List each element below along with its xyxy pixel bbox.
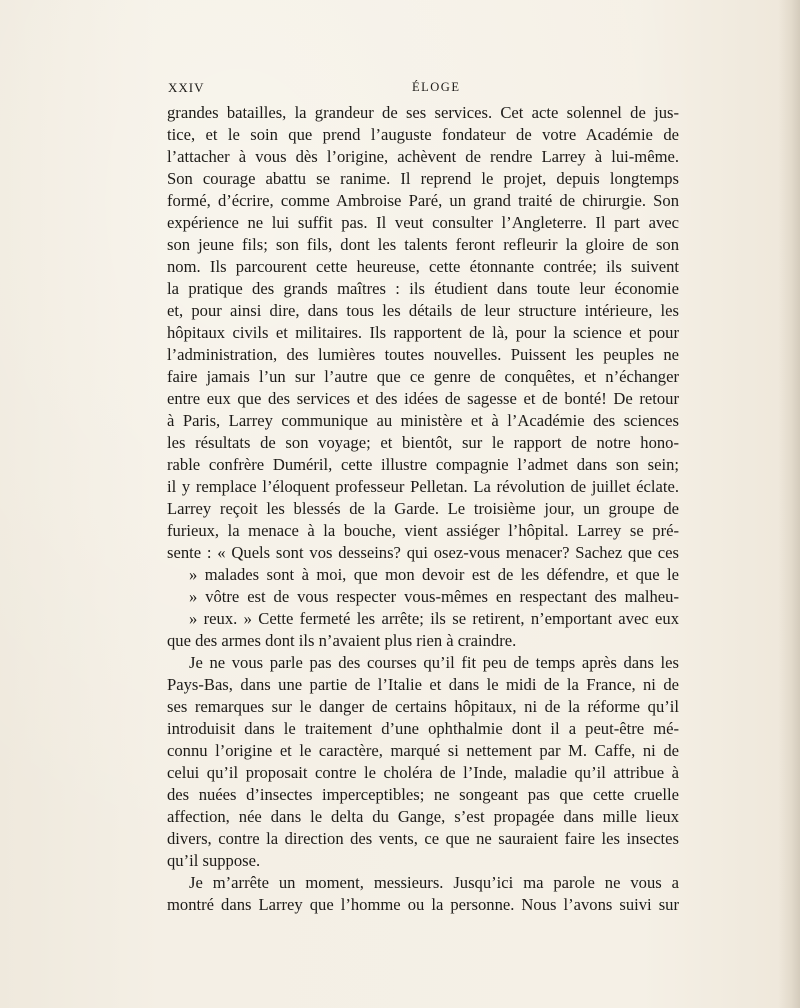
text-line: que des armes dont ils n’avaient plus rien à craindre. (167, 631, 517, 650)
text-line: sente : « Quels sont vos desseins? qui osez-vous menacer? Sachez que ces (167, 543, 679, 562)
text-line: Je ne vous parle pas des courses qu’il fit peu de temps après dans les (189, 653, 679, 672)
text-line: il y remplace l’éloquent professeur Pelletan. La révolution de juillet éclate. (167, 477, 679, 496)
text-line: rable confrère Duméril, cette illustre compagnie l’admet dans son sein; (167, 455, 679, 474)
text-line: qu’il suppose. (167, 851, 261, 870)
page-edge-shadow (778, 0, 800, 1008)
text-line: » reux. » Cette fermeté les arrête; ils se retirent, n’emportant avec eux (189, 609, 679, 628)
text-line: celui qu’il proposait contre le choléra de l’Inde, maladie qu’il attribue à (167, 763, 679, 782)
text-line: affection, née dans le delta du Gange, s’est propagée dans mille lieux (167, 807, 679, 826)
text-line: à Paris, Larrey communique au ministère et à l’Académie des sciences (167, 411, 679, 430)
text-line: Pays-Bas, dans une partie de l’Italie et dans le midi de la France, ni de (167, 675, 679, 694)
text-line: montré dans Larrey que l’homme ou la personne. Nous l’avons suivi sur (167, 895, 679, 914)
text-line: formé, d’écrire, comme Ambroise Paré, un grand traité de chirurgie. Son (167, 191, 679, 210)
body-text (167, 102, 679, 916)
text-line: furieux, la menace à la bouche, vient assiéger l’hôpital. Larrey se pré- (167, 521, 679, 540)
text-line: ses remarques sur le danger de certains hôpitaux, ni de la réforme qu’il (167, 697, 679, 716)
text-line: grandes batailles, la grandeur de ses services. Cet acte solennel de jus- (167, 103, 679, 122)
text-line: tice, et le soin que prend l’auguste fondateur de votre Académie de (167, 125, 679, 144)
running-title: ÉLOGE (412, 80, 461, 94)
page-number: XXIV (168, 80, 205, 95)
text-line: nom. Ils parcourent cette heureuse, cette étonnante contrée; ils suivent (167, 257, 679, 276)
text-line: connu l’origine et le caractère, marqué si nettement par M. Caffe, ni de (167, 741, 679, 760)
text-line: les résultats de son voyage; et bientôt, sur le rapport de notre hono- (167, 433, 679, 452)
text-line: faire jamais l’un sur l’autre que ce genre de conquêtes, et n’échanger (167, 367, 679, 386)
text-line: l’attacher à vous dès l’origine, achèvent de rendre Larrey à lui-même. (167, 147, 679, 166)
text-line: Son courage abattu se ranime. Il reprend le projet, depuis longtemps (167, 169, 679, 188)
text-line: introduisit dans le traitement d’une ophthalmie dont il a peut-être mé- (167, 719, 679, 738)
text-line: l’administration, des lumières toutes nouvelles. Puissent les peuples ne (167, 345, 679, 364)
text-line: divers, contre la direction des vents, ce que ne sauraient faire les insectes (167, 829, 679, 848)
text-line: expérience ne lui suffit pas. Il veut consulter l’Angleterre. Il part avec (167, 213, 679, 232)
text-line: et, pour ainsi dire, dans tous les détails de leur structure intérieure, les (167, 301, 679, 320)
text-line: Je m’arrête un moment, messieurs. Jusqu’ici ma parole ne vous a (189, 873, 679, 892)
text-line: Larrey reçoit les blessés de la Garde. Le troisième jour, un groupe de (167, 499, 679, 518)
text-line: » vôtre est de vous respecter vous-mêmes en respectant des malheu- (189, 587, 679, 606)
text-line: hôpitaux civils et militaires. Ils rapportent de là, pour la science et pour (167, 323, 679, 342)
text-line: la pratique des grands maîtres : ils étudient dans toute leur économie (167, 279, 679, 298)
text-line: des nuées d’insectes imperceptibles; ne songeant pas que cette cruelle (167, 785, 679, 804)
text-line: » malades sont à moi, que mon devoir est de les défendre, et que le (189, 565, 679, 584)
running-head (168, 80, 670, 102)
text-line: entre eux que des services et des idées de sagesse et de bonté! De retour (167, 389, 679, 408)
text-line: son jeune fils; son fils, dont les talents feront refleurir la gloire de son (167, 235, 679, 254)
